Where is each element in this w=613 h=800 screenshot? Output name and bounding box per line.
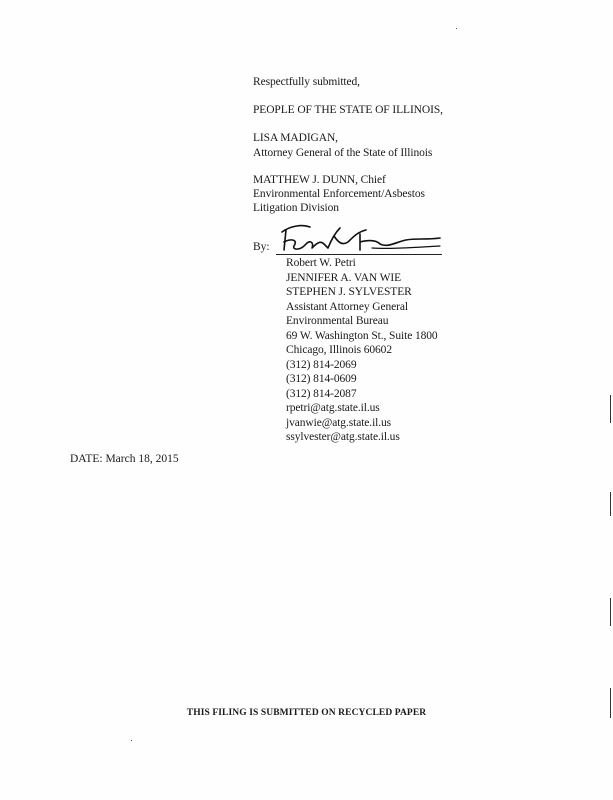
scan-edge-mark <box>610 598 611 626</box>
filing-date: DATE: March 18, 2015 <box>70 453 179 465</box>
attorney-general-title: Attorney General of the State of Illinois <box>253 147 433 159</box>
attorney-contact-line: Assistant Attorney General <box>286 300 408 313</box>
attorney-general-name: LISA MADIGAN, <box>253 132 338 144</box>
attorney-contact-line: 69 W. Washington St., Suite 1800 <box>286 329 438 342</box>
attorney-contact-line: ssylvester@atg.state.il.us <box>286 431 400 443</box>
attorney-contact-line: jvanwie@atg.state.il.us <box>286 416 392 429</box>
division-name-line2: Litigation Division <box>253 202 339 214</box>
attorney-contact-line: Chicago, Illinois 60602 <box>286 344 392 356</box>
signature-line <box>276 254 442 255</box>
scan-edge-mark <box>610 688 611 718</box>
scan-edge-mark <box>610 492 611 516</box>
handwritten-signature <box>276 218 446 258</box>
by-label: By: <box>253 241 270 253</box>
scan-speck <box>131 740 132 741</box>
attorney-contact-line: JENNIFER A. VAN WIE <box>286 271 402 284</box>
attorney-contact-line: rpetri@atg.state.il.us <box>286 402 380 414</box>
scan-edge-mark <box>610 395 611 423</box>
attorney-contact-line: (312) 814-2069 <box>286 358 357 371</box>
closing-text: Respectfully submitted, <box>253 76 360 88</box>
recycled-paper-footer: THIS FILING IS SUBMITTED ON RECYCLED PAPER <box>186 708 427 718</box>
attorney-contact-line: Robert W. Petri <box>286 257 356 269</box>
attorney-contact-line: STEPHEN J. SYLVESTER <box>286 286 412 298</box>
division-chief-name: MATTHEW J. DUNN, Chief <box>253 174 386 186</box>
division-name-line1: Environmental Enforcement/Asbestos <box>253 188 425 200</box>
attorney-contact-line: (312) 814-2087 <box>286 387 357 400</box>
party-name: PEOPLE OF THE STATE OF ILLINOIS, <box>253 104 443 116</box>
scan-speck <box>456 28 457 29</box>
attorney-contact-line: Environmental Bureau <box>286 315 389 327</box>
attorney-contact-line: (312) 814-0609 <box>286 373 357 385</box>
